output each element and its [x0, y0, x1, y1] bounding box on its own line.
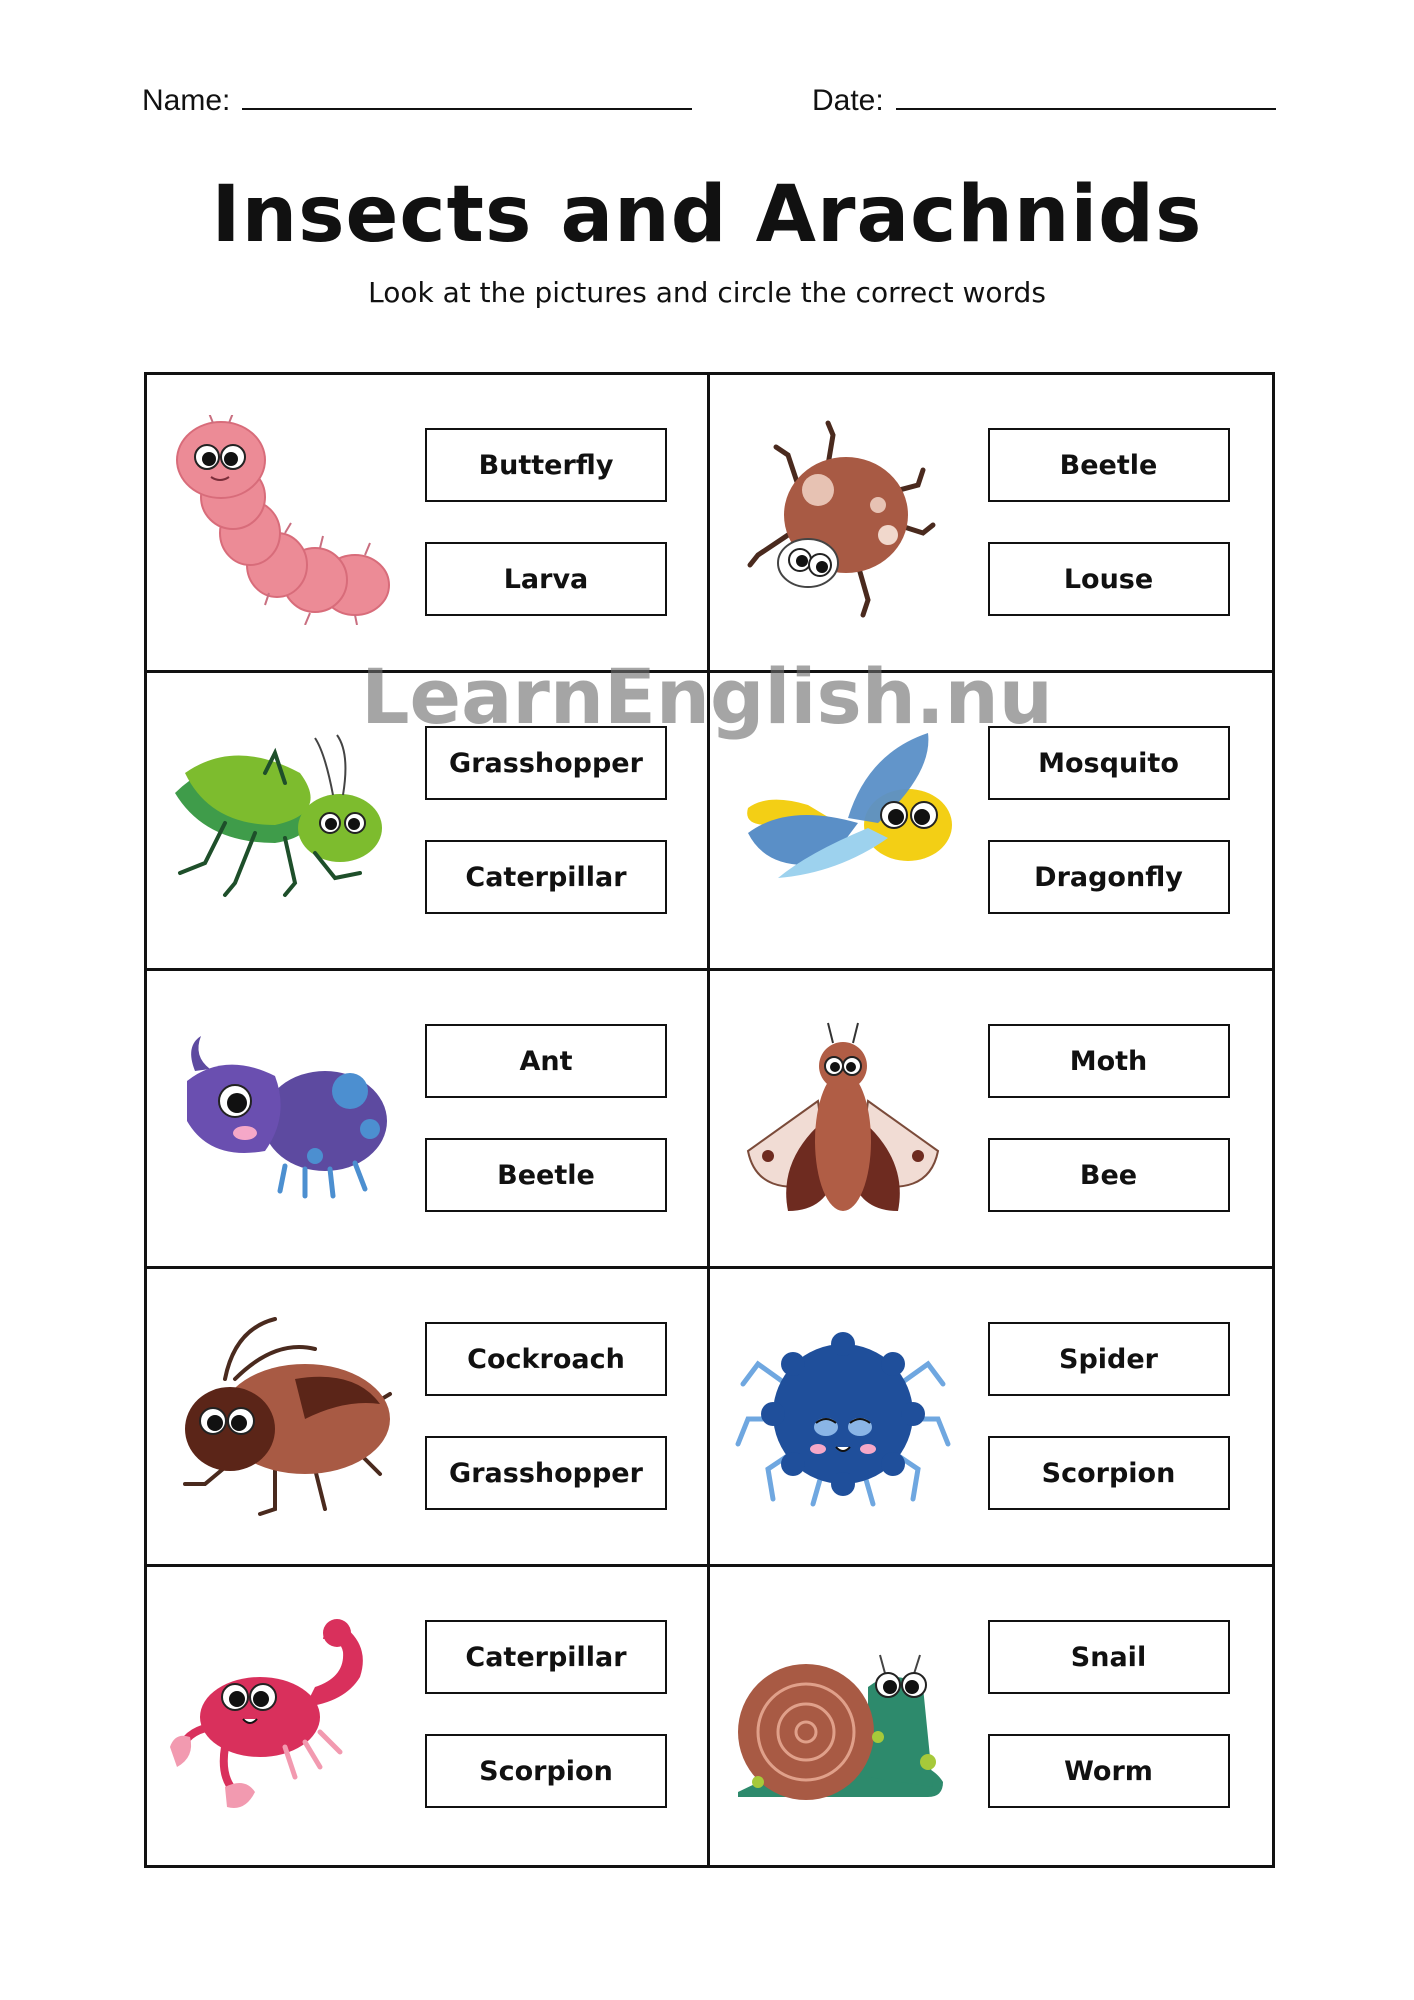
date-write-line[interactable]: [896, 86, 1276, 110]
instructions: Look at the pictures and circle the correct words: [368, 276, 1046, 309]
word-option[interactable]: Cockroach: [425, 1322, 667, 1396]
worksheet-cell: [710, 375, 1273, 673]
word-option[interactable]: Beetle: [988, 428, 1230, 502]
worksheet-cell: [147, 1269, 710, 1567]
worksheet-cell: [147, 673, 710, 971]
word-option[interactable]: Mosquito: [988, 726, 1230, 800]
worksheet-cell: [147, 1567, 710, 1865]
watermark: LearnEnglish.nu: [361, 652, 1053, 741]
worksheet-cell: [147, 375, 710, 673]
worksheet-grid: [144, 372, 1275, 1868]
word-option[interactable]: Dragonfly: [988, 840, 1230, 914]
word-option[interactable]: Snail: [988, 1620, 1230, 1694]
caterpillar-picture: [165, 415, 395, 625]
beetle-picture: [165, 1011, 395, 1221]
word-option[interactable]: Butterfly: [425, 428, 667, 502]
word-option[interactable]: Scorpion: [988, 1436, 1230, 1510]
word-option[interactable]: Grasshopper: [425, 1436, 667, 1510]
word-option[interactable]: Caterpillar: [425, 840, 667, 914]
name-write-line[interactable]: [242, 86, 692, 110]
word-option[interactable]: Scorpion: [425, 1734, 667, 1808]
word-option[interactable]: Grasshopper: [425, 726, 667, 800]
moth-picture: [728, 1011, 958, 1221]
word-option[interactable]: Moth: [988, 1024, 1230, 1098]
cockroach-picture: [165, 1309, 395, 1519]
word-option[interactable]: Larva: [425, 542, 667, 616]
snail-picture: [728, 1607, 958, 1817]
name-field[interactable]: [142, 84, 692, 118]
date-field[interactable]: [812, 84, 1276, 118]
worksheet-cell: [710, 673, 1273, 971]
word-option[interactable]: Spider: [988, 1322, 1230, 1396]
louse-picture: [728, 415, 958, 625]
dragonfly-picture: [728, 713, 958, 923]
word-option[interactable]: Bee: [988, 1138, 1230, 1212]
grasshopper-picture: [165, 713, 395, 923]
name-label: Name:: [142, 84, 231, 117]
worksheet-cell: [710, 1269, 1273, 1567]
word-option[interactable]: Worm: [988, 1734, 1230, 1808]
word-option[interactable]: Caterpillar: [425, 1620, 667, 1694]
worksheet-cell: [710, 1567, 1273, 1865]
word-option[interactable]: Louse: [988, 542, 1230, 616]
worksheet-cell: [710, 971, 1273, 1269]
word-option[interactable]: Beetle: [425, 1138, 667, 1212]
scorpion-picture: [165, 1607, 395, 1817]
date-label: Date:: [812, 84, 884, 117]
worksheet-cell: [147, 971, 710, 1269]
page-title: Insects and Arachnids: [211, 170, 1203, 260]
word-option[interactable]: Ant: [425, 1024, 667, 1098]
spider-picture: [728, 1309, 958, 1519]
